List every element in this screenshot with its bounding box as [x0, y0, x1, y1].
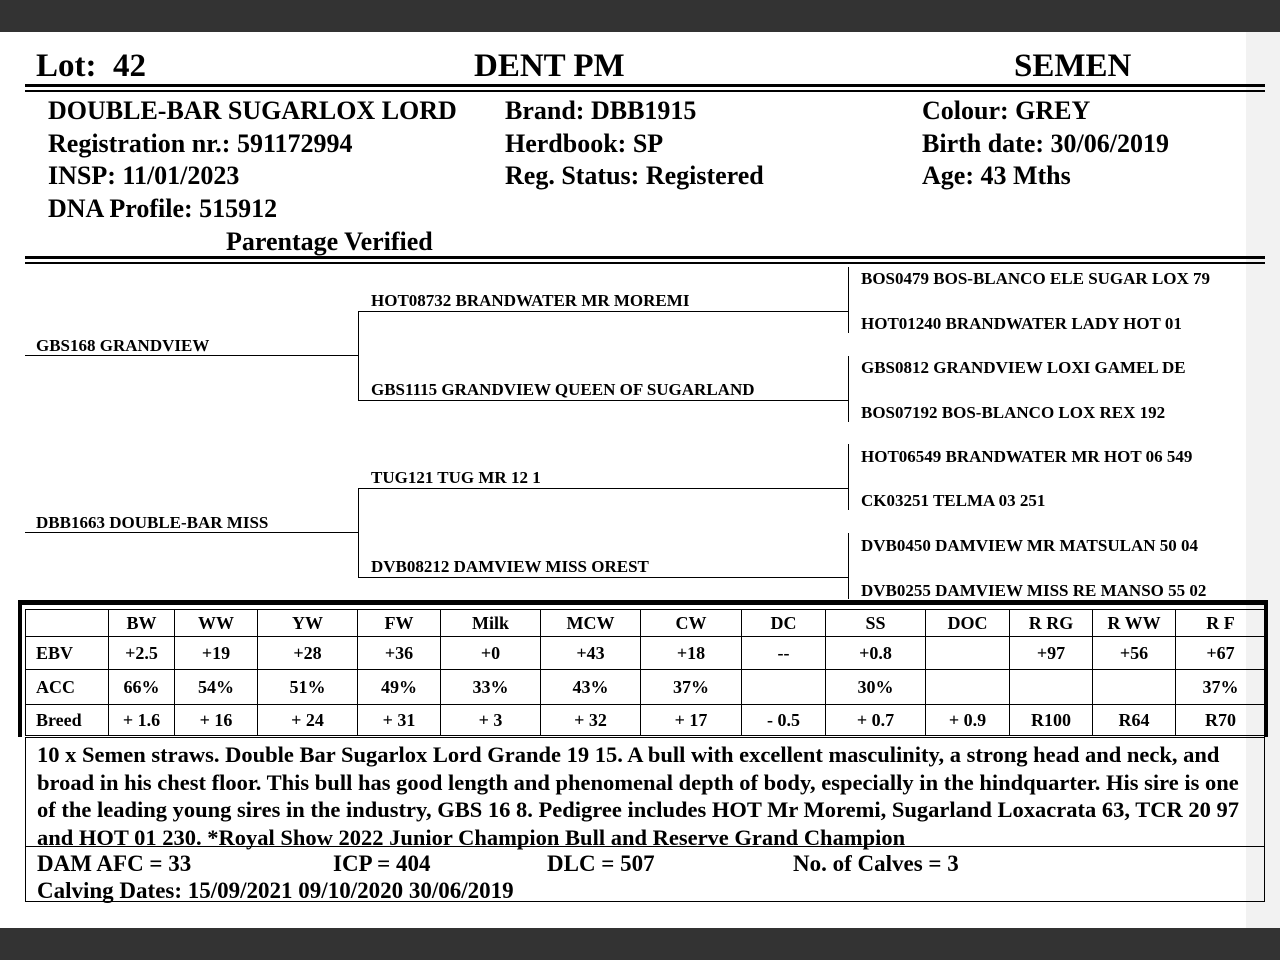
table-cell: + 17: [641, 705, 742, 736]
table-cell: R100: [1010, 705, 1093, 736]
table-cell: R64: [1093, 705, 1176, 736]
pedigree-g3-5: HOT06549 BRANDWATER MR HOT 06 549: [861, 447, 1193, 466]
pedigree-g3-1: BOS0479 BOS-BLANCO ELE SUGAR LOX 79: [861, 269, 1211, 288]
pedigree-g3-4: BOS07192 BOS-BLANCO LOX REX 192: [861, 403, 1166, 422]
column-header: R WW: [1093, 610, 1176, 637]
table-row: [26, 670, 1266, 705]
column-header: CW: [641, 610, 742, 637]
pedigree-sire: GBS168 GRANDVIEW: [36, 336, 210, 355]
table-cell: [926, 637, 1010, 670]
pedigree-line: [358, 577, 848, 578]
table-cell: +67: [1176, 637, 1266, 670]
lot-description: 10 x Semen straws. Double Bar Sugarlox Lord Grande 19 15. A bull with excellent masculinity, a strong head and neck, and broad in his chest floor. This bull has good length and phenomenal depth of body, especially in the hindquarter. His sire is one of the leading young sires in the industry, GBS 16 8. Pedigree includes HOT Mr Moremi, Sugarland Loxacrata 63, TCR 20 97 and HOT 01 230. *Royal Show 2022 Junior Champion Bull and Reserve Grand Champion: [37, 742, 1239, 850]
table-cell: +36: [358, 637, 441, 670]
table-cell: + 1.6: [109, 705, 175, 736]
table-cell: +0: [441, 637, 541, 670]
row-label: EBV: [26, 637, 109, 670]
header-divider: [25, 84, 1265, 87]
column-header: WW: [175, 610, 258, 637]
lot-label: Lot: 42: [36, 48, 146, 84]
pedigree-sire-sire: HOT08732 BRANDWATER MR MOREMI: [371, 291, 690, 310]
pedigree-line: [358, 311, 359, 400]
pedigree-line: [358, 488, 848, 489]
insp-date: INSP: 11/01/2023: [48, 161, 240, 190]
dlc: DLC = 507: [547, 851, 655, 876]
column-header: MCW: [541, 610, 641, 637]
table-cell: 49%: [358, 670, 441, 705]
table-cell: +0.8: [826, 637, 926, 670]
table-cell: +2.5: [109, 637, 175, 670]
table-cell: - 0.5: [742, 705, 826, 736]
row-label: Breed: [26, 705, 109, 736]
dam-afc: DAM AFC = 33: [37, 851, 192, 876]
table-cell: + 16: [175, 705, 258, 736]
calving-dates: Calving Dates: 15/09/2021 09/10/2020 30/06/2019: [37, 878, 514, 903]
calves-count: No. of Calves = 3: [793, 851, 959, 876]
table-cell: [1010, 670, 1093, 705]
viewer-bottom-bar: [0, 928, 1280, 960]
table-cell: 43%: [541, 670, 641, 705]
pedigree-dam-sire: TUG121 TUG MR 12 1: [371, 468, 541, 487]
table-cell: [1093, 670, 1176, 705]
pedigree-g3-2: HOT01240 BRANDWATER LADY HOT 01: [861, 314, 1182, 333]
pedigree-line: [848, 444, 849, 510]
table-row: [26, 637, 1266, 670]
viewer-top-bar: [0, 0, 1280, 32]
pedigree-sire-dam: GBS1115 GRANDVIEW QUEEN OF SUGARLAND: [371, 380, 755, 399]
pedigree-line: [848, 533, 849, 599]
herdbook: Herdbook: SP: [505, 129, 664, 158]
lot-description-box: [25, 737, 1265, 850]
table-cell: [742, 670, 826, 705]
pedigree-line: [358, 400, 848, 401]
table-cell: 30%: [826, 670, 926, 705]
sale-type: SEMEN: [1014, 48, 1132, 84]
table-cell: [926, 670, 1010, 705]
parentage-status: Parentage Verified: [226, 227, 433, 256]
lot-number: 42: [113, 48, 146, 84]
birth-date: Birth date: 30/06/2019: [922, 129, 1169, 158]
column-header: Milk: [441, 610, 541, 637]
ebv-table: [25, 609, 1266, 736]
column-header: R F: [1176, 610, 1266, 637]
column-header: DOC: [926, 610, 1010, 637]
row-label: ACC: [26, 670, 109, 705]
pedigree-line: [25, 355, 358, 356]
info-divider: [25, 256, 1265, 259]
registration-number: Registration nr.: 591172994: [48, 129, 353, 158]
dna-profile: DNA Profile: 515912: [48, 194, 278, 223]
table-cell: +43: [541, 637, 641, 670]
table-cell: + 32: [541, 705, 641, 736]
pedigree-line: [25, 532, 358, 533]
info-divider: [25, 262, 1265, 264]
column-header: DC: [742, 610, 826, 637]
column-header: YW: [258, 610, 358, 637]
table-cell: 66%: [109, 670, 175, 705]
table-cell: + 3: [441, 705, 541, 736]
dam-stats-box: [25, 846, 1265, 902]
column-header: BW: [109, 610, 175, 637]
header-divider: [25, 90, 1265, 92]
table-cell: +19: [175, 637, 258, 670]
table-row: [26, 705, 1266, 736]
table-cell: +18: [641, 637, 742, 670]
table-cell: 33%: [441, 670, 541, 705]
column-header: SS: [826, 610, 926, 637]
pedigree-dam-dam: DVB08212 DAMVIEW MISS OREST: [371, 557, 649, 576]
table-cell: +28: [258, 637, 358, 670]
column-header: FW: [358, 610, 441, 637]
table-cell: + 0.7: [826, 705, 926, 736]
table-cell: 37%: [1176, 670, 1266, 705]
table-cell: + 31: [358, 705, 441, 736]
table-cell: +97: [1010, 637, 1093, 670]
column-header: R RG: [1010, 610, 1093, 637]
pedigree-line: [358, 311, 848, 312]
column-header: [26, 610, 109, 637]
table-top-border: [18, 600, 1268, 605]
table-cell: +56: [1093, 637, 1176, 670]
pedigree-g3-8: DVB0255 DAMVIEW MISS RE MANSO 55 02: [861, 581, 1207, 600]
icp: ICP = 404: [333, 851, 431, 876]
table-cell: 37%: [641, 670, 742, 705]
pedigree-g3-6: CK03251 TELMA 03 251: [861, 491, 1046, 510]
pedigree-line: [848, 356, 849, 422]
page-title: DENT PM: [474, 48, 625, 84]
table-left-border: [18, 600, 22, 737]
colour: Colour: GREY: [922, 96, 1091, 125]
pedigree-line: [358, 488, 359, 577]
pedigree-dam: DBB1663 DOUBLE-BAR MISS: [36, 513, 269, 532]
animal-name: DOUBLE-BAR SUGARLOX LORD: [48, 96, 457, 125]
table-cell: + 0.9: [926, 705, 1010, 736]
table-cell: 54%: [175, 670, 258, 705]
brand: Brand: DBB1915: [505, 96, 697, 125]
table-cell: --: [742, 637, 826, 670]
pedigree-line: [848, 267, 849, 333]
pedigree-g3-7: DVB0450 DAMVIEW MR MATSULAN 50 04: [861, 536, 1199, 555]
age: Age: 43 Mths: [922, 161, 1071, 190]
table-header-row: [26, 610, 1266, 637]
table-cell: R70: [1176, 705, 1266, 736]
pedigree-g3-3: GBS0812 GRANDVIEW LOXI GAMEL DE: [861, 358, 1186, 377]
table-cell: 51%: [258, 670, 358, 705]
table-cell: + 24: [258, 705, 358, 736]
reg-status: Reg. Status: Registered: [505, 161, 764, 190]
